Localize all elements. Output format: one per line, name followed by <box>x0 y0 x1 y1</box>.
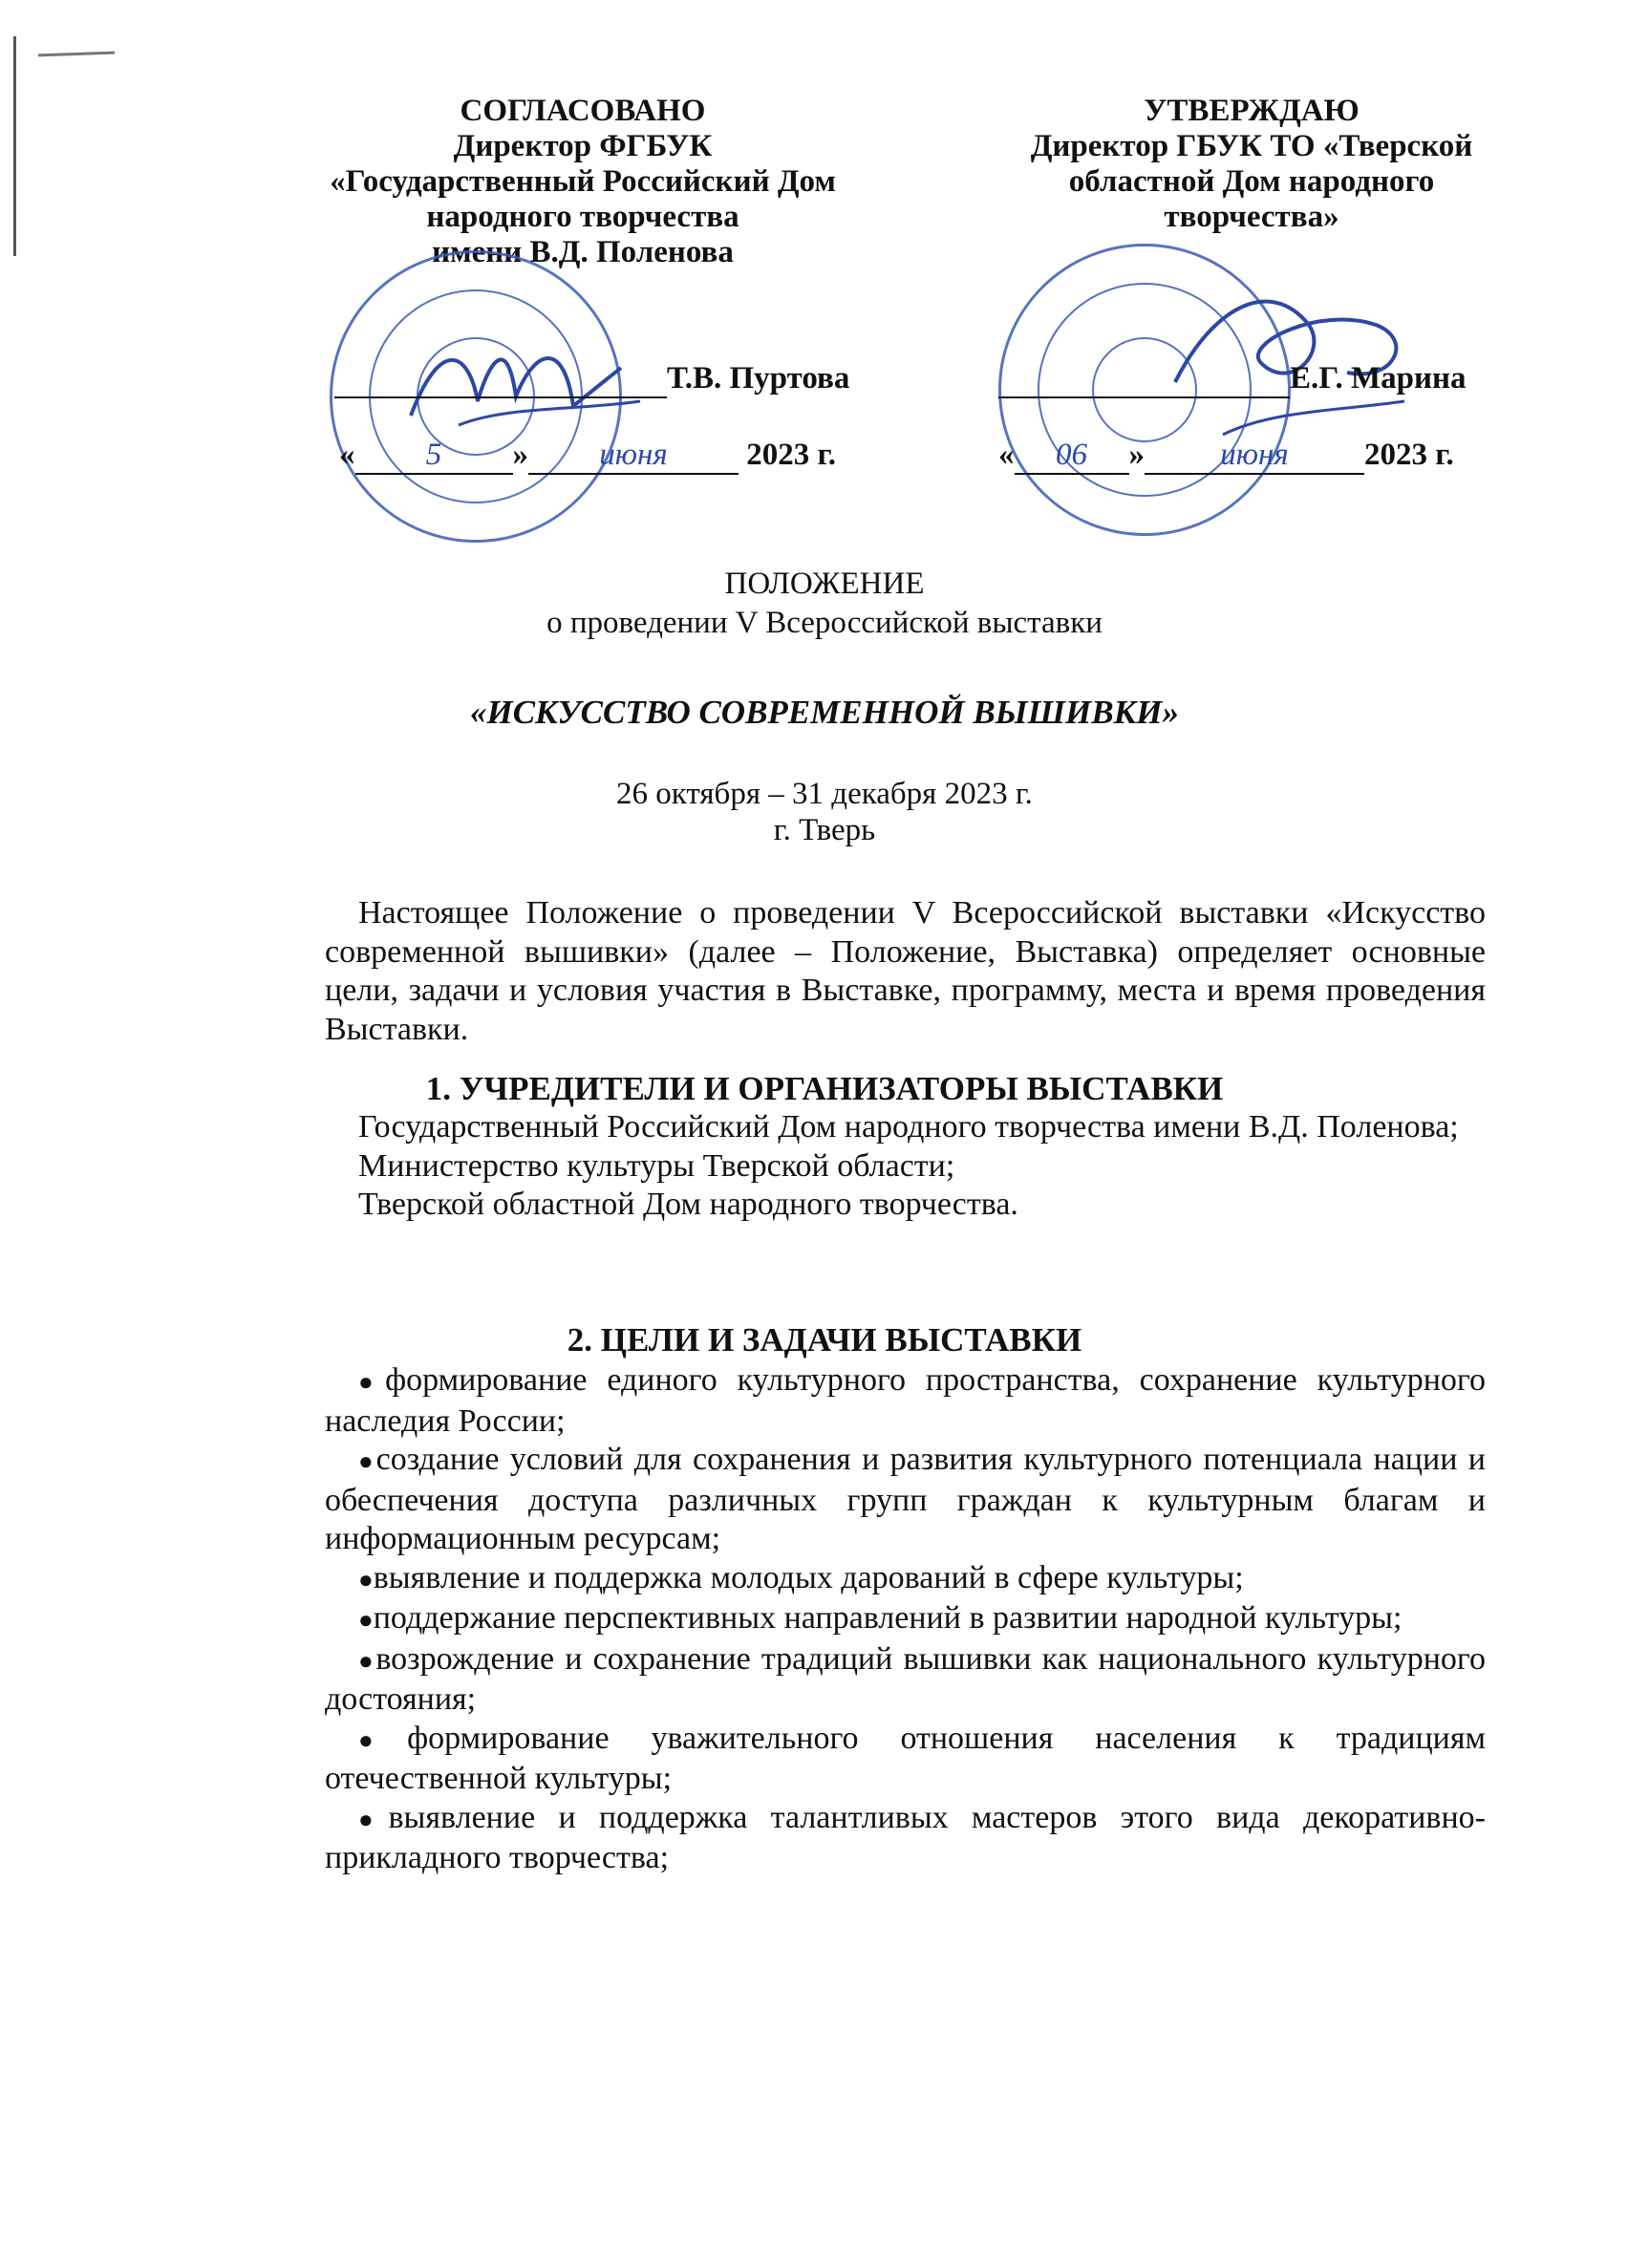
exhibition-name: «ИСКУССТВО СОВРЕМЕННОЙ ВЫШИВКИ» <box>469 694 1180 731</box>
approval-line: Директор ГБУК ТО «Тверской <box>1030 129 1473 163</box>
intro-paragraph: Настоящее Положение о проведении V Всероссийской выставки «Искусство современной вышивки» (далее – Положение, Выставка) определяет основные цели, задачи и условия участия в Выставке, программу, места и время проведения Выставки. <box>325 895 1486 1047</box>
date-month: июня <box>1145 438 1364 475</box>
approval-line: народного творчества <box>426 200 739 234</box>
goal-item <box>325 1361 1486 1441</box>
organizer-item: Государственный Российский Дом народного творчества имени В.Д. Поленова; <box>358 1109 1459 1145</box>
scan-edge-mark <box>38 52 115 57</box>
goal-text: выявление и поддержка талантливых мастеров этого вида декоративно-прикладного творчества; <box>325 1799 1486 1875</box>
approval-line: «Государственный Российский Дом <box>330 164 836 199</box>
approval-heading: УТВЕРЖДАЮ <box>1144 94 1360 128</box>
signature-line-right <box>998 361 1467 398</box>
approval-line: Директор ФГБУК <box>453 129 713 163</box>
date-year: 2023 г. <box>746 438 837 472</box>
goal-item <box>325 1720 1486 1799</box>
organizer-item: Министерство культуры Тверской области; <box>358 1147 955 1184</box>
section-2-body <box>325 1361 1486 1878</box>
organizer-item: Тверской областной Дом народного творчества. <box>358 1187 1018 1222</box>
bullet-icon: ● <box>358 1565 374 1594</box>
goal-item <box>325 1799 1486 1878</box>
goal-text: возрождение и сохранение традиций вышивки как национального культурного достояния; <box>325 1640 1486 1717</box>
date-day: 5 <box>355 438 513 475</box>
signer-name: Е.Г. Марина <box>1290 361 1467 396</box>
goal-text: создание условий для сохранения и развития культурного потенциала нации и обеспечения доступа различных групп граждан к культурным благам и информационным ресурсам; <box>325 1442 1486 1556</box>
intro-block <box>325 894 1486 1049</box>
bullet-icon: ● <box>358 1646 376 1675</box>
approval-date-left: « 5 » июня 2023 г. <box>339 438 836 475</box>
date-year: 2023 г. <box>1364 438 1454 472</box>
goal-text: формирование единого культурного пространства, сохранение культурного наследия России; <box>325 1362 1486 1439</box>
exhibition-city: г. Тверь <box>773 813 876 847</box>
goal-item <box>325 1441 1486 1559</box>
approval-line: творчества» <box>1164 200 1339 234</box>
goal-text: выявление и поддержка молодых дарований в сфере культуры; <box>373 1559 1244 1595</box>
section-1-body <box>325 1108 1486 1225</box>
goal-text: формирование уважительного отношения населения к традициям отечественной культуры; <box>325 1720 1486 1796</box>
goal-text: поддержание перспективных направлений в развитии народной культуры; <box>373 1600 1403 1636</box>
date-month: июня <box>528 438 739 475</box>
scan-edge-mark <box>13 36 16 256</box>
approval-block-right <box>984 94 1519 235</box>
exhibition-dates: 26 октября – 31 декабря 2023 г. <box>616 777 1033 811</box>
bullet-icon: ● <box>358 1606 374 1634</box>
approval-line: имени В.Д. Поленова <box>432 235 734 269</box>
approval-heading: СОГЛАСОВАНО <box>460 94 706 128</box>
goal-item <box>325 1559 1486 1600</box>
goal-item <box>325 1640 1486 1720</box>
approval-date-right: « 06 » июня 2023 г. <box>998 438 1454 475</box>
date-day: 06 <box>1015 438 1129 475</box>
bullet-icon: ● <box>358 1805 389 1833</box>
approval-line: областной Дом народного <box>1068 164 1435 199</box>
section-heading: 1. УЧРЕДИТЕЛИ И ОРГАНИЗАТОРЫ ВЫСТАВКИ <box>425 1070 1224 1107</box>
bullet-icon: ● <box>358 1368 386 1396</box>
document-title: ПОЛОЖЕНИЕ <box>724 567 925 601</box>
signature-line-left <box>334 361 849 398</box>
bullet-icon: ● <box>358 1725 408 1754</box>
bullet-icon: ● <box>358 1447 376 1475</box>
document-subtitle: о проведении V Всероссийской выставки <box>546 606 1103 640</box>
approval-block-left <box>277 94 889 270</box>
signer-name: Т.В. Пуртова <box>667 361 850 396</box>
section-heading: 2. ЦЕЛИ И ЗАДАЧИ ВЫСТАВКИ <box>567 1321 1082 1359</box>
goal-item <box>325 1599 1486 1640</box>
